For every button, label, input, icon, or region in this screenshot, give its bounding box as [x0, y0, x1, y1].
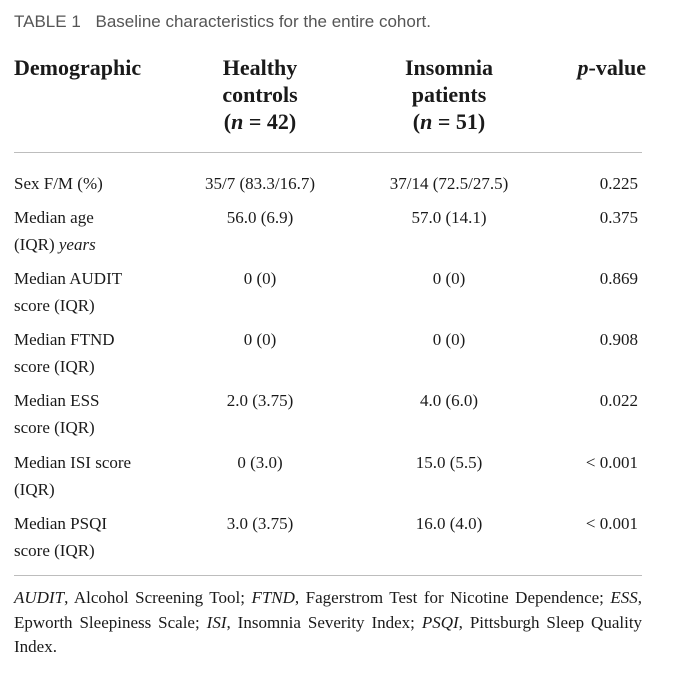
- header-healthy-line-1: Healthy: [222, 55, 298, 80]
- healthy-value: 0 (3.0): [237, 453, 283, 472]
- healthy-value: 2.0 (3.75): [226, 391, 294, 410]
- header-healthy-controls: [190, 54, 330, 135]
- header-p-value: p-value: [577, 55, 646, 80]
- row-label-line: score (IQR): [14, 357, 95, 376]
- footnote-definition: Alcohol Screening Tool;: [73, 588, 245, 607]
- table-footnote: AUDIT, Alcohol Screening Tool; FTND, Fagerstrom Test for Nicotine Dependence; ESS, Epworth Sleepiness Scale; ISI, Insomnia Severity Index; PSQI, Pittsburgh Sleep Quality Index.: [14, 588, 643, 656]
- footnote-definition: Fagerstrom Test for Nicotine Dependence;: [305, 588, 604, 607]
- p-value: 0.908: [599, 330, 638, 349]
- row-label: [14, 170, 184, 197]
- row-label-line: Median FTND: [14, 330, 115, 349]
- table-caption: [14, 12, 431, 32]
- footnote-abbreviation: ISI: [206, 612, 227, 632]
- table-title: Baseline characteristics for the entire cohort.: [95, 12, 431, 31]
- row-label-line: score (IQR): [14, 418, 95, 437]
- footnote-abbreviation: FTND: [251, 588, 295, 607]
- p-value: 0.869: [599, 269, 638, 288]
- footnote-definition: Epworth Sleepiness Scale;: [14, 612, 200, 632]
- header-healthy-line-2: controls: [222, 82, 298, 107]
- footnote-definition: Insomnia Severity Index;: [237, 612, 415, 632]
- row-label: [14, 449, 184, 503]
- p-value: 0.375: [599, 208, 638, 227]
- row-label: [14, 510, 184, 564]
- row-label: [14, 204, 184, 258]
- footnote-abbreviation: ESS: [610, 588, 638, 607]
- insomnia-value: 0 (0): [432, 330, 466, 349]
- header-demographic: Demographic: [14, 55, 142, 80]
- row-label-line: score (IQR): [14, 296, 95, 315]
- healthy-value: 0 (0): [243, 330, 277, 349]
- insomnia-value: 4.0 (6.0): [419, 391, 479, 410]
- table-label: TABLE 1: [14, 12, 81, 31]
- row-label-line: (IQR): [14, 480, 55, 499]
- table-header: [14, 54, 646, 152]
- header-insomnia-line-3: (n = 51): [412, 109, 486, 134]
- footnote-abbreviation: AUDIT: [14, 588, 65, 607]
- insomnia-value: 57.0 (14.1): [411, 208, 487, 227]
- insomnia-value: 37/14 (72.5/27.5): [389, 174, 509, 193]
- healthy-value: 56.0 (6.9): [226, 208, 294, 227]
- row-label-line: Median age: [14, 208, 94, 227]
- header-insomnia-line-1: Insomnia: [404, 55, 494, 80]
- p-value: < 0.001: [585, 514, 638, 533]
- header-divider: [14, 152, 642, 153]
- row-label-line: Median ESS: [14, 391, 100, 410]
- header-healthy-line-3: (n = 42): [223, 109, 297, 134]
- row-label: [14, 265, 184, 319]
- row-label-line: (IQR) years: [14, 235, 96, 254]
- row-label-line: Median PSQI: [14, 514, 108, 533]
- healthy-value: 0 (0): [243, 269, 277, 288]
- row-label-line: score (IQR): [14, 541, 95, 560]
- row-label-line: Median ISI score: [14, 453, 132, 472]
- insomnia-value: 0 (0): [432, 269, 466, 288]
- footnote-abbreviation: PSQI: [421, 612, 459, 632]
- p-value: 0.225: [599, 174, 638, 193]
- row-label: [14, 387, 184, 441]
- p-value: < 0.001: [585, 453, 638, 472]
- header-insomnia-patients: [380, 54, 518, 135]
- header-insomnia-line-2: patients: [411, 82, 487, 107]
- row-label: [14, 326, 184, 380]
- footnote-divider: [14, 575, 642, 576]
- insomnia-value: 15.0 (5.5): [415, 453, 483, 472]
- row-label-line: Sex F/M (%): [14, 174, 103, 193]
- row-label-line: Median AUDIT: [14, 269, 123, 288]
- healthy-value: 3.0 (3.75): [226, 514, 294, 533]
- p-value: 0.022: [599, 391, 638, 410]
- insomnia-value: 16.0 (4.0): [415, 514, 483, 533]
- footnote-definition: Pittsburgh Sleep Quality Index.: [14, 612, 643, 656]
- healthy-value: 35/7 (83.3/16.7): [204, 174, 316, 193]
